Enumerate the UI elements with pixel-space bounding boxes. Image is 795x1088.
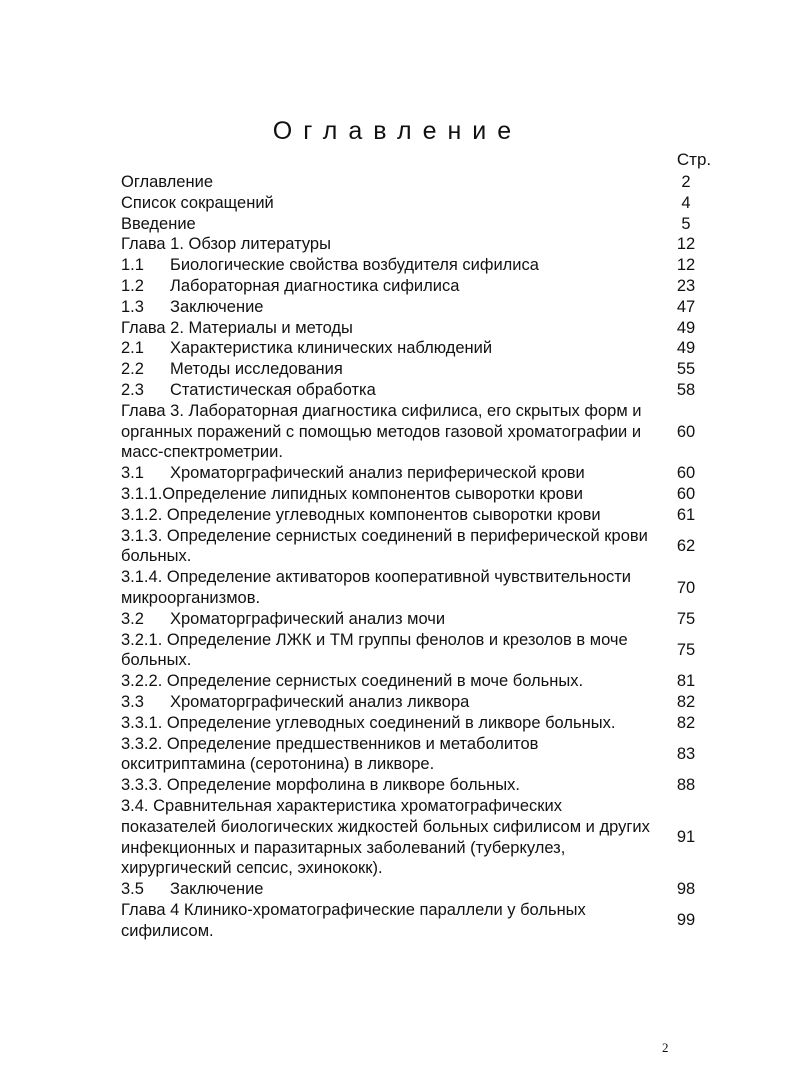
toc-entry[interactable]: [121, 297, 719, 318]
toc-entry-page: 5: [681, 214, 691, 233]
toc-entry-page: 70: [676, 578, 696, 597]
toc-entry[interactable]: [121, 318, 719, 339]
toc-entry-title: Биологические свойства возбудителя сифилиса: [170, 256, 539, 275]
toc-entry-number: 1.2: [121, 276, 144, 295]
toc-entry-page: 82: [676, 713, 696, 732]
toc-entry-page: 58: [676, 380, 696, 399]
toc-entry-number: 2.3: [121, 380, 144, 399]
toc-entry-title: 3.3.1. Определение углеводных соединений в ликворе больных.: [121, 713, 616, 732]
toc-entry[interactable]: [121, 630, 719, 672]
toc-entry-number: 3.1: [121, 464, 144, 483]
toc-entry[interactable]: [121, 359, 719, 380]
toc-entry-title: 3.1.1.Определение липидных компонентов сыворотки крови: [121, 484, 583, 503]
toc-entry-title: Глава 4 Клинико-хроматографические параллели у больных сифилисом.: [121, 900, 586, 940]
toc-entry-page: 4: [681, 193, 691, 212]
toc-entry-page: 82: [676, 692, 696, 711]
toc-entry-number: 3.3: [121, 692, 144, 711]
toc-entry-title: 3.1.4. Определение активаторов кооперативной чувствительности микроорганизмов.: [121, 568, 632, 607]
toc-entry-title: Заключение: [170, 297, 264, 316]
toc-entry-title: Хроматорграфический анализ мочи: [170, 609, 446, 628]
toc-entry-page: 88: [676, 776, 696, 795]
toc-entry-title: Хроматорграфический анализ периферической крови: [170, 464, 585, 483]
toc-entry[interactable]: [121, 734, 719, 776]
table-of-contents: [121, 172, 719, 941]
toc-entry[interactable]: [121, 796, 719, 879]
toc-entry[interactable]: [121, 900, 719, 942]
toc-entry[interactable]: [121, 713, 719, 734]
toc-entry[interactable]: [121, 671, 719, 692]
toc-entry-page: 23: [676, 276, 696, 295]
toc-entry[interactable]: [121, 338, 719, 359]
toc-entry-page: 12: [676, 235, 696, 254]
toc-entry[interactable]: [121, 380, 719, 401]
toc-entry-title: Статистическая обработка: [170, 380, 376, 399]
toc-entry[interactable]: [121, 879, 719, 900]
toc-entry[interactable]: [121, 505, 719, 526]
toc-entry[interactable]: [121, 401, 719, 463]
toc-entry-page: 49: [676, 339, 696, 358]
toc-entry-title: 3.3.3. Определение морфолина в ликворе больных.: [121, 776, 520, 795]
toc-entry[interactable]: [121, 255, 719, 276]
toc-entry-page: 98: [676, 880, 696, 899]
toc-entry[interactable]: [121, 193, 719, 214]
toc-entry[interactable]: [121, 567, 719, 609]
toc-entry-page: 55: [676, 360, 696, 379]
toc-entry-page: 60: [676, 422, 696, 441]
toc-entry-page: 2: [681, 173, 691, 191]
toc-entry-title: Лабораторная диагностика сифилиса: [170, 276, 460, 295]
toc-entry-title: Глава 1. Обзор литературы: [121, 235, 331, 254]
toc-entry[interactable]: [121, 526, 719, 568]
page-number: 2: [662, 1040, 669, 1055]
toc-entry-title: Заключение: [170, 880, 264, 899]
page-title: Оглавление: [272, 117, 523, 145]
toc-entry-page: 75: [676, 609, 696, 628]
toc-entry-page: 12: [676, 256, 696, 275]
toc-entry-page: 60: [676, 464, 696, 483]
toc-entry-title: Глава 2. Материалы и методы: [121, 318, 353, 337]
toc-entry-page: 61: [676, 505, 696, 524]
toc-entry-number: 2.1: [121, 339, 144, 358]
toc-entry-page: 91: [676, 828, 696, 847]
toc-entry[interactable]: [121, 172, 719, 193]
toc-entry-title: 3.2.2. Определение сернистых соединений в моче больных.: [121, 672, 584, 691]
toc-entry-page: 83: [676, 744, 696, 763]
toc-entry-title: Список сокращений: [121, 193, 274, 212]
toc-entry-title: 3.4. Сравнительная характеристика хроматографических показателей биологических жидкостей больных сифилисом и других инфекционных и паразитарных заболеваний (туберкулез, хирургический сепсис, эхинококк).: [121, 796, 650, 878]
toc-entry-title: Характеристика клинических наблюдений: [170, 339, 493, 358]
toc-entry[interactable]: [121, 775, 719, 796]
toc-entry[interactable]: [121, 484, 719, 505]
toc-entry-title: Глава 3. Лабораторная диагностика сифилиса, его скрытых форм и органных поражений с помощью методов газовой хроматографии и масс-спектрометрии.: [121, 401, 642, 462]
toc-entry-number: 1.1: [121, 256, 144, 275]
toc-entry-number: 1.3: [121, 297, 144, 316]
toc-entry-page: 60: [676, 484, 696, 503]
toc-entry-number: 3.2: [121, 609, 144, 628]
page-column-header: Стр.: [676, 150, 712, 169]
toc-entry-page: 49: [676, 318, 696, 337]
toc-entry-page: 47: [676, 297, 696, 316]
toc-entry-number: 2.2: [121, 360, 144, 379]
toc-entry-title: Введение: [121, 214, 196, 233]
toc-entry-title: 3.1.2. Определение углеводных компонентов сыворотки крови: [121, 505, 601, 524]
toc-entry[interactable]: [121, 692, 719, 713]
toc-entry[interactable]: [121, 214, 719, 235]
toc-entry[interactable]: [121, 234, 719, 255]
toc-entry-title: Методы исследования: [170, 360, 343, 379]
toc-entry-title: 3.3.2. Определение предшественников и метаболитов окситриптамина (серотонина) в ликворе.: [121, 734, 539, 774]
toc-entry[interactable]: [121, 276, 719, 297]
toc-entry-title: Хроматорграфический анализ ликвора: [170, 692, 470, 711]
toc-entry-page: 62: [676, 536, 696, 555]
toc-entry[interactable]: [121, 463, 719, 484]
toc-entry-page: 99: [676, 911, 696, 930]
toc-entry-number: 3.5: [121, 880, 144, 899]
toc-entry-page: 81: [676, 672, 696, 691]
toc-entry-title: Оглавление: [121, 173, 213, 191]
toc-entry[interactable]: [121, 609, 719, 630]
toc-entry-page: 75: [676, 640, 696, 659]
toc-entry-title: 3.1.3. Определение сернистых соединений в периферической крови больных.: [121, 526, 648, 566]
toc-entry-title: 3.2.1. Определение ЛЖК и ТМ группы фенолов и крезолов в моче больных.: [121, 630, 628, 670]
